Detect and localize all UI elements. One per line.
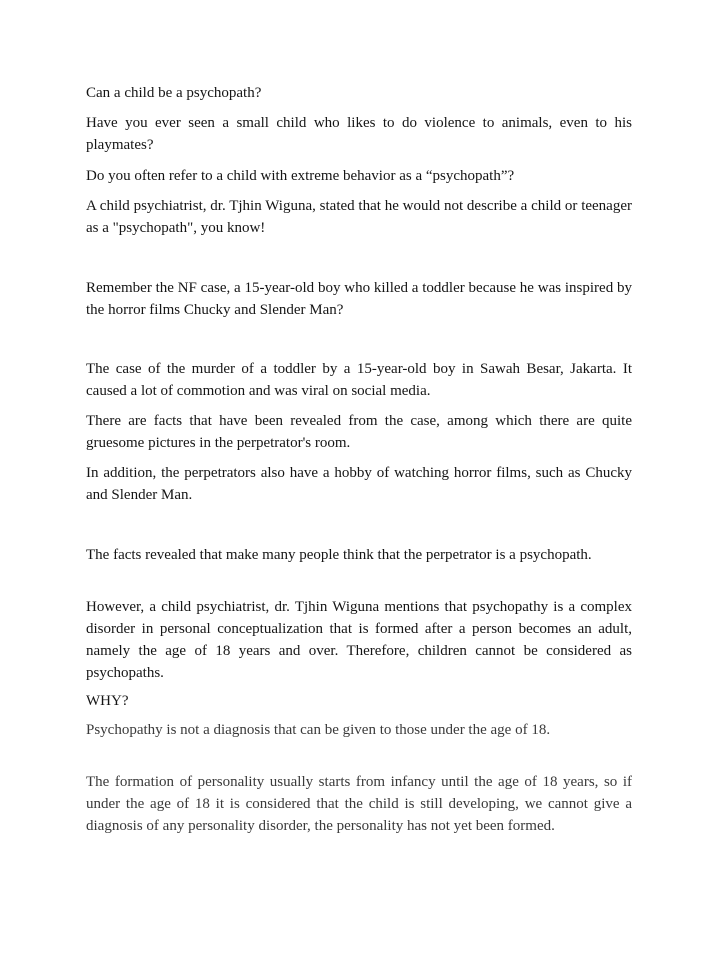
paragraph-horror-hobby: In addition, the perpetrators also have a hobby of watching horror films, such as Chucky and Slender Man. [86, 465, 632, 503]
paragraph-revealed-facts: There are facts that have been revealed from the case, among which there are quite gruesome pictures in the perpetrator's room. [86, 413, 632, 451]
paragraph-extreme-behavior-question: Do you often refer to a child with extreme behavior as a “psychopath”? [86, 168, 515, 184]
paragraph-murder-case: The case of the murder of a toddler by a 15-year-old boy in Sawah Besar, Jakarta. It caused a lot of commotion and was viral on social media. [86, 361, 632, 399]
paragraph-however: However, a child psychiatrist, dr. Tjhin Wiguna mentions that psychopathy is a complex disorder in personal conceptualization that is formed after a person becomes an adult, namely the age of 18 years and over. Therefore, children cannot be considered as psychopaths. [86, 599, 632, 681]
paragraph-violence-question: Have you ever seen a small child who likes to do violence to animals, even to his playmates? [86, 115, 632, 153]
paragraph-personality-formation: The formation of personality usually starts from infancy until the age of 18 years, so if under the age of 18 it is considered that the child is still developing, we cannot give a diagnosis of any personality disorder, the personality has not yet been formed. [86, 774, 632, 834]
paragraph-nf-case: Remember the NF case, a 15-year-old boy who killed a toddler because he was inspired by the horror films Chucky and Slender Man? [86, 280, 632, 318]
paragraph-people-think: The facts revealed that make many people think that the perpetrator is a psychopath. [86, 547, 592, 563]
paragraph-diagnosis-age: Psychopathy is not a diagnosis that can be given to those under the age of 18. [86, 722, 551, 738]
paragraph-why: WHY? [86, 693, 129, 709]
paragraph-psychiatrist-statement: A child psychiatrist, dr. Tjhin Wiguna, stated that he would not describe a child or teenager as a "psychopath", you know! [86, 198, 632, 236]
paragraph-title-question: Can a child be a psychopath? [86, 85, 262, 101]
